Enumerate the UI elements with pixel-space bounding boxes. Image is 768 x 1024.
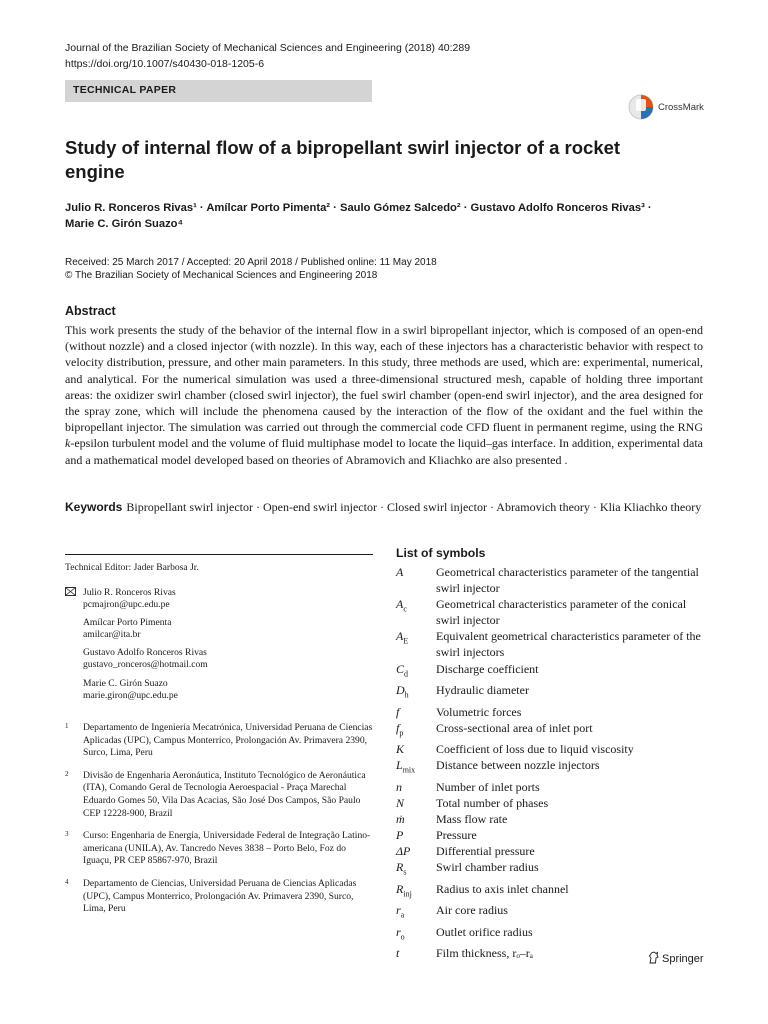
symbol-description: Coefficient of loss due to liquid viscosity — [436, 742, 634, 757]
symbol-description: Differential pressure — [436, 844, 535, 859]
symbol-term — [396, 795, 436, 811]
symbol-term — [396, 902, 436, 923]
symbol-base: C — [396, 661, 405, 676]
symbol-base: ΔP — [396, 844, 411, 859]
symbol-term — [396, 811, 436, 827]
springer-horse-icon — [648, 951, 659, 964]
symbol-row — [396, 843, 711, 859]
paper-title: Study of internal flow of a bipropellant swirl injector of a rocket engine — [65, 137, 621, 182]
symbol-base: f — [396, 704, 400, 719]
symbol-description: Swirl chamber radius — [436, 860, 539, 875]
affiliation-number: 3 — [65, 830, 69, 839]
affiliations — [65, 722, 375, 926]
symbol-row — [396, 881, 711, 902]
abstract-body — [65, 322, 703, 468]
affiliation-number: 1 — [65, 722, 69, 730]
symbol-base: ṁ — [396, 811, 405, 826]
contact-name: Marie C. Girón Suazo — [83, 677, 168, 689]
contact-email[interactable]: gustavo_ronceros@hotmail.com — [83, 659, 208, 671]
crossmark-icon — [628, 93, 654, 121]
symbol-row — [396, 661, 711, 682]
symbol-description: Equivalent geometrical characteristics parameter of the swirl injectors — [436, 629, 701, 660]
contact-email[interactable]: amilcar@ita.br — [83, 629, 141, 641]
symbol-row — [396, 924, 711, 945]
symbol-description: Mass flow rate — [436, 811, 508, 826]
journal-header — [65, 40, 470, 72]
symbol-description: Total number of phases — [436, 795, 549, 810]
symbol-term — [396, 827, 436, 843]
symbol-term — [396, 720, 436, 741]
symbol-base: r — [396, 924, 401, 939]
symbol-term — [396, 682, 436, 703]
symbol-subscript: p — [399, 728, 404, 738]
symbol-description: Geometrical characteristics parameter of the tangential swirl injector — [436, 565, 699, 596]
symbol-subscript: h — [404, 690, 409, 700]
copyright-notice: © The Brazilian Society of Mechanical Sciences and Engineering 2018 — [65, 270, 378, 281]
symbol-row — [396, 811, 711, 827]
contact-email[interactable]: marie.giron@upc.edu.pe — [83, 689, 178, 701]
symbol-base: r — [396, 903, 401, 918]
affiliation-text: Divisão de Engenharia Aeronáutica, Instituto Tecnológico de Aeronáutica (ITA), Comando Geral de Tecnologia Aeroespacial - Praça Marechal Eduardo Gomes 50, Vila Das Acacias, São José Dos Campos, São Paulo CEP 12228-900, Brazil — [83, 769, 366, 819]
symbol-description: Cross-sectional area of inlet port — [436, 720, 593, 735]
symbols-list — [396, 564, 711, 961]
symbol-base: L — [396, 758, 403, 773]
publisher-name: Springer — [662, 953, 704, 965]
symbol-description: Distance between nozzle injectors — [436, 758, 600, 773]
affiliation-text: Departamento de Ciencias, Universidad Peruana de Ciencias Aplicadas (UPC), Campus Monterrico, Prolongación Av. Primavera 2390, Surco, Lima, Peru — [83, 877, 357, 915]
symbol-subscript: c — [403, 604, 407, 614]
symbol-base: N — [396, 795, 405, 810]
keywords-heading: Keywords — [65, 500, 123, 514]
symbol-row — [396, 720, 711, 741]
symbol-row — [396, 859, 711, 880]
symbol-term — [396, 779, 436, 795]
symbol-row — [396, 827, 711, 843]
abstract-text-1: This work presents the study of the behavior of the internal flow in a swirl bipropellant injector, which is composed of an open-end (without nozzle) and a closed injector (with nozzle). In this way, each of these injectors has a characteristic behavior with respect to velocity distribution, pressure, and other main parameters. In this study, three methods are used, which are: experimental, numerical, and analytical. For the numerical simulation was used a three-dimensional structured mesh, capable of holding three important areas: the oxidizer swirl chamber (closed swirl injector), the fuel swirl chamber (open-end swirl injector), and the area designed for the spray zone, which will include the phenomena caused by the interaction of the flow of the oxidant and the fuel within the bipropellant injector. The simulation was carried out through the commercial code CFD fluent in permanent regime, using the RNG — [65, 323, 703, 435]
author-contacts — [65, 587, 375, 708]
symbol-term — [396, 661, 436, 682]
symbol-description: Discharge coefficient — [436, 661, 539, 676]
symbol-row — [396, 795, 711, 811]
symbol-base: f — [396, 720, 400, 735]
symbol-base: P — [396, 827, 404, 842]
symbol-description: Volumetric forces — [436, 704, 522, 719]
symbol-term — [396, 628, 436, 660]
symbol-term — [396, 564, 436, 596]
contact-entry — [65, 617, 375, 641]
abstract-text-2: -epsilon turbulent model and the volume of fluid multiphase model to locate the liquid–gas interface. In addition, experimental data and a mathematical model developed based on theories of Abramovich and Kliachko are also presented . — [65, 436, 703, 467]
symbol-term — [396, 757, 436, 778]
contact-email[interactable]: pcmajron@upc.edu.pe — [83, 599, 170, 611]
affiliation-entry — [65, 878, 375, 916]
journal-doi[interactable]: https://doi.org/10.1007/s40430-018-1205-6 — [65, 58, 265, 70]
authors-line-1: Julio R. Ronceros Rivas¹ · Amílcar Porto Pimenta² · Saulo Gómez Salcedo² · Gustavo Adolfo Ronceros Rivas³ · — [65, 202, 652, 214]
symbol-subscript: s — [403, 867, 407, 877]
envelope-icon — [65, 587, 76, 596]
symbol-base: t — [396, 946, 400, 961]
affiliation-text: Curso: Engenharia de Energia, Universidade Federal de Integração Latino-americana (UNILA), Av. Tancredo Neves 3838 – Porto Belo, Foz do Iguaçu, PR CEP 85867-970, Brazil — [83, 830, 371, 867]
keywords-text: Bipropellant swirl injector · Open-end swirl injector · Closed swirl injector · Abramovich theory · Klia Kliachko theory — [126, 500, 702, 514]
symbol-row — [396, 628, 711, 660]
symbol-row — [396, 682, 711, 703]
symbol-description: Geometrical characteristics parameter of the conical swirl injector — [436, 597, 687, 628]
contact-entry — [65, 678, 375, 702]
symbol-row — [396, 741, 711, 757]
contact-entry — [65, 647, 375, 671]
affiliation-entry — [65, 770, 375, 820]
symbol-row — [396, 704, 711, 720]
affiliation-entry — [65, 830, 375, 868]
affiliation-entry — [65, 722, 375, 760]
symbol-term — [396, 741, 436, 757]
symbol-base: n — [396, 779, 402, 794]
symbol-description: Pressure — [436, 827, 477, 842]
symbol-description: Radius to axis inlet channel — [436, 881, 569, 896]
symbol-base: A — [396, 597, 404, 612]
symbol-subscript: E — [403, 636, 409, 646]
symbol-description: Outlet orifice radius — [436, 924, 533, 939]
symbol-base: K — [396, 742, 405, 757]
symbol-description: Film thickness, rₒ–rₐ — [436, 946, 534, 961]
author-list — [65, 200, 705, 232]
symbol-subscript: o — [400, 932, 405, 941]
contact-name: Amílcar Porto Pimenta — [83, 617, 172, 629]
symbol-base: A — [396, 565, 404, 579]
symbol-description: Number of inlet ports — [436, 779, 540, 794]
symbol-term — [396, 945, 436, 961]
affiliation-number: 2 — [65, 769, 69, 778]
affiliation-text: Departamento de Ingeniería Mecatrónica, Universidad Peruana de Ciencias Aplicadas (UPC), Campus Monterrico, Prolongación Av. Primavera 2390, Surco, Lima, Peru — [83, 722, 373, 759]
technical-editor: Technical Editor: Jader Barbosa Jr. — [65, 562, 199, 573]
contact-name: Julio R. Ronceros Rivas — [83, 587, 176, 598]
symbol-base: R — [396, 881, 404, 896]
symbol-subscript: d — [404, 668, 409, 678]
crossmark-badge[interactable] — [628, 93, 708, 123]
footnote-divider — [65, 554, 373, 555]
symbol-term — [396, 924, 436, 945]
publisher-footer — [648, 951, 704, 965]
keywords — [65, 499, 705, 516]
journal-citation: Journal of the Brazilian Society of Mechanical Sciences and Engineering (2018) 40:289 — [65, 42, 471, 54]
symbol-description: Hydraulic diameter — [436, 683, 529, 698]
symbol-row — [396, 779, 711, 795]
symbol-row — [396, 757, 711, 778]
symbol-subscript: a — [400, 910, 405, 920]
crossmark-label: CrossMark — [658, 102, 704, 113]
symbols-heading: List of symbols — [396, 546, 486, 560]
symbol-term — [396, 859, 436, 880]
symbol-base: R — [396, 860, 404, 875]
paper-type-label: TECHNICAL PAPER — [73, 84, 177, 96]
symbol-base: D — [396, 683, 405, 698]
paper-type-bar — [65, 80, 372, 102]
symbol-term — [396, 596, 436, 628]
symbol-description: Air core radius — [436, 903, 508, 918]
symbol-term — [396, 881, 436, 902]
publication-dates — [65, 256, 437, 282]
symbol-row — [396, 564, 711, 596]
symbol-row — [396, 596, 711, 628]
authors-line-2: Marie C. Girón Suazo⁴ — [65, 218, 184, 230]
symbol-term — [396, 843, 436, 859]
symbol-term — [396, 704, 436, 720]
contact-name: Gustavo Adolfo Ronceros Rivas — [83, 647, 207, 659]
symbol-subscript: mix — [402, 765, 416, 775]
symbol-base: A — [396, 629, 404, 644]
abstract-heading: Abstract — [65, 304, 116, 318]
date-history: Received: 25 March 2017 / Accepted: 20 April 2018 / Published online: 11 May 2018 — [65, 257, 437, 268]
affiliation-number: 4 — [65, 877, 69, 886]
symbol-subscript: inj — [403, 889, 412, 899]
symbol-row — [396, 902, 711, 923]
abstract-k-symbol: k — [65, 436, 71, 451]
contact-entry — [65, 587, 375, 611]
